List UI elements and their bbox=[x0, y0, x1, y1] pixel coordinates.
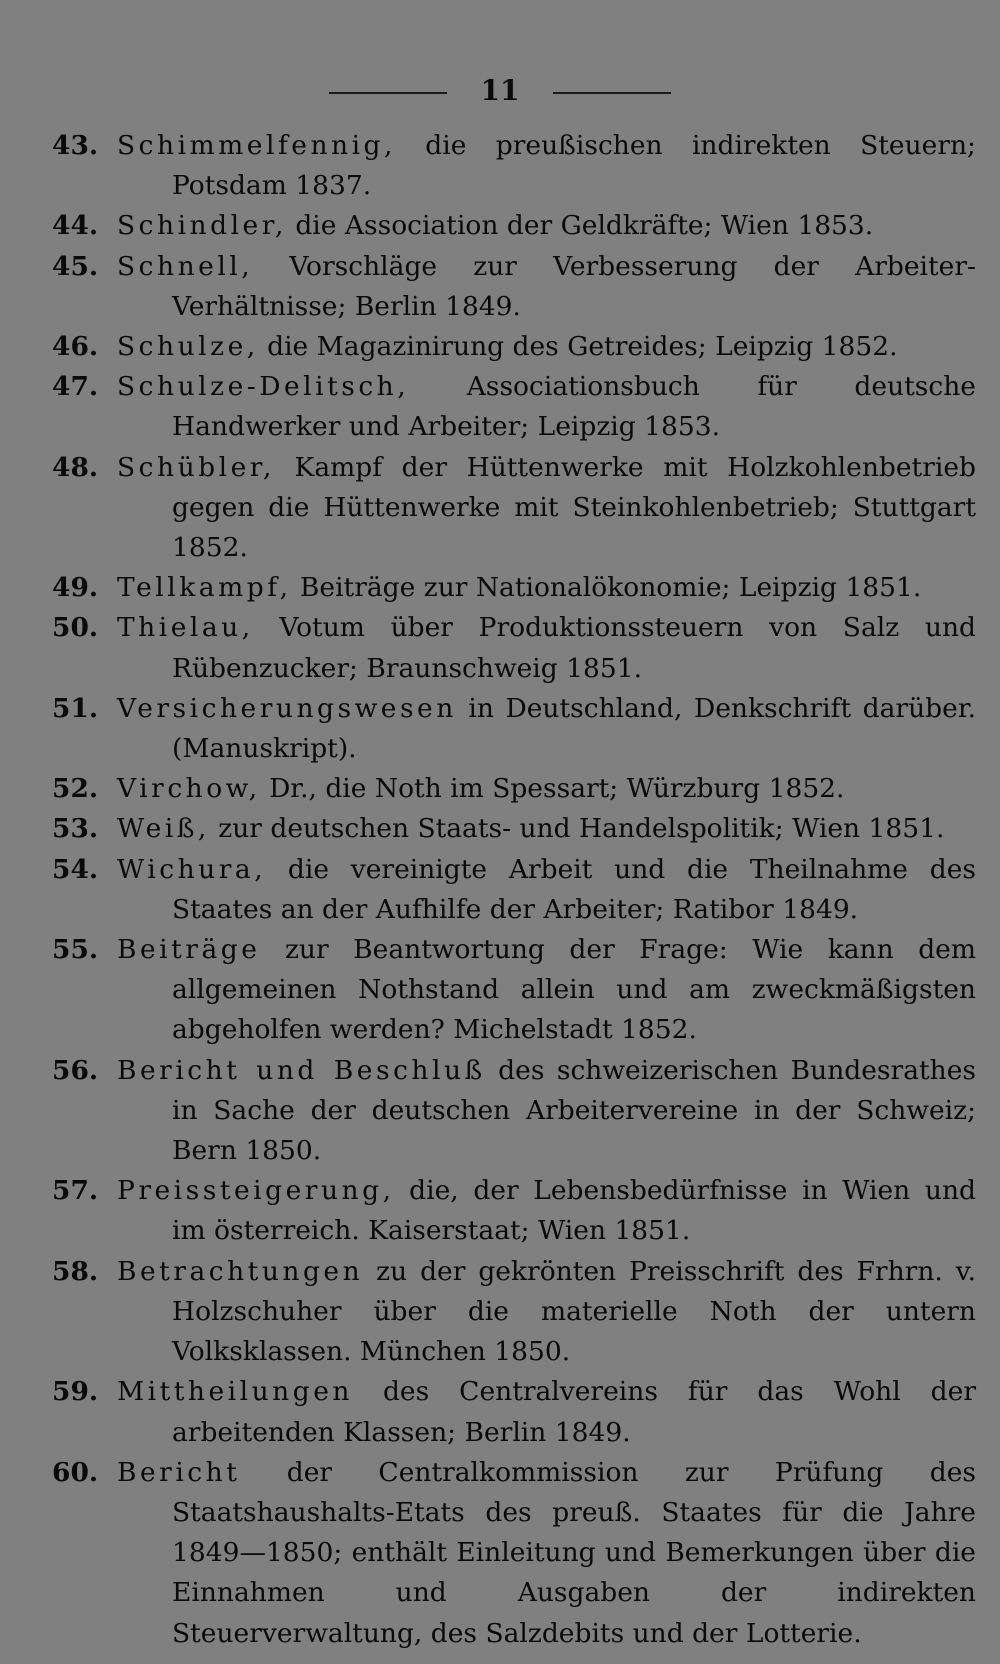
entry-number: 54. bbox=[52, 853, 99, 885]
entry-number: 58. bbox=[52, 1255, 99, 1287]
entry-author: Schulze-Delitsch, bbox=[117, 371, 410, 403]
entry-body: Kampf der Hüttenwerke mit Holzkohlenbetrieb gegen die Hüttenwerke mit Steinkohlenbetrieb; Stuttgart 1852. bbox=[172, 451, 976, 564]
entry-text bbox=[117, 930, 976, 1051]
bibliography-list bbox=[52, 126, 976, 1654]
entry-body: Vorschläge zur Verbesserung der Arbeiter-Verhältnisse; Berlin 1849. bbox=[172, 250, 976, 322]
entry-text bbox=[117, 1171, 976, 1251]
page-number: 11 bbox=[480, 73, 520, 107]
list-item bbox=[52, 809, 976, 849]
entry-author: Wichura, bbox=[117, 853, 267, 885]
entry-number: 53. bbox=[52, 813, 99, 845]
entry-number: 56. bbox=[52, 1054, 99, 1086]
list-item bbox=[52, 1252, 976, 1373]
entry-text bbox=[117, 608, 976, 688]
entry-text bbox=[117, 206, 976, 246]
entry-number: 59. bbox=[52, 1376, 99, 1408]
entry-body: der Centralkommission zur Prüfung des Staatshaushalts-Etats des preuß. Staates für die Jahre 1849—1850; enthält Einleitung und Bemerkungen über die Einnahmen und Ausgaben der indirekten Steuerverwaltung, des Salzdebits und der Lotterie. bbox=[172, 1456, 976, 1649]
entry-author: Weiß, bbox=[117, 813, 210, 845]
entry-text bbox=[117, 1372, 976, 1452]
list-item bbox=[52, 568, 976, 608]
list-item bbox=[52, 1051, 976, 1172]
entry-text bbox=[117, 247, 976, 327]
entry-number: 48. bbox=[52, 451, 99, 483]
entry-author: Betrachtungen bbox=[117, 1255, 364, 1287]
entry-text bbox=[117, 850, 976, 930]
entry-author: Bericht bbox=[117, 1456, 241, 1488]
entry-author: Mittheilungen bbox=[117, 1376, 353, 1408]
entry-author: Schimmelfennig, bbox=[117, 130, 396, 161]
entry-text bbox=[117, 689, 976, 769]
entry-body: Beiträge zur Nationalökonomie; Leipzig 1851. bbox=[291, 572, 922, 604]
entry-text bbox=[117, 568, 976, 608]
entry-number: 45. bbox=[52, 250, 99, 282]
entry-number: 46. bbox=[52, 331, 99, 363]
entry-number: 49. bbox=[52, 572, 99, 604]
list-item bbox=[52, 1171, 976, 1251]
entry-author: Schübler, bbox=[117, 451, 275, 483]
list-item bbox=[52, 206, 976, 246]
header-rule-left bbox=[329, 92, 447, 94]
entry-body: Associationsbuch für deutsche Handwerker und Arbeiter; Leipzig 1853. bbox=[172, 371, 976, 443]
entry-body: die, der Lebensbedürfnisse in Wien und im österreich. Kaiserstaat; Wien 1851. bbox=[172, 1175, 976, 1247]
entry-body: des Centralvereins für das Wohl der arbeitenden Klassen; Berlin 1849. bbox=[172, 1376, 976, 1448]
list-item bbox=[52, 769, 976, 809]
entry-author: Tellkampf, bbox=[117, 572, 292, 604]
entry-body: des schweizerischen Bundesrathes in Sache der deutschen Arbeitervereine in der Schweiz; Bern 1850. bbox=[172, 1054, 976, 1167]
entry-body: zu der gekrönten Preisschrift des Frhrn. v. Holzschuher über die materielle Noth der untern Volksklassen. München 1850. bbox=[172, 1255, 976, 1368]
entry-author: Versicherungswesen bbox=[117, 692, 457, 724]
entry-number: 60. bbox=[52, 1456, 99, 1488]
entry-body: in Deutschland, Denkschrift darüber. (Manuskript). bbox=[172, 692, 976, 765]
entry-text bbox=[117, 1051, 976, 1172]
entry-number: 44. bbox=[52, 210, 99, 242]
entry-author: Schnell, bbox=[117, 250, 254, 282]
list-item bbox=[52, 1453, 976, 1654]
entry-author: Virchow, bbox=[117, 773, 261, 805]
entry-author: Schulze, bbox=[117, 331, 259, 363]
entry-body: zur deutschen Staats- und Handelspolitik; Wien 1851. bbox=[209, 813, 945, 845]
list-item bbox=[52, 608, 976, 688]
entry-number: 47. bbox=[52, 371, 99, 403]
list-item bbox=[52, 367, 976, 447]
entry-number: 55. bbox=[52, 934, 99, 966]
entry-body: die Association der Geldkräfte; Wien 1853. bbox=[286, 210, 874, 242]
page-header bbox=[0, 70, 1000, 110]
entry-body: die vereinigte Arbeit und die Theilnahme des Staates an der Aufhilfe der Arbeiter; Ratibor 1849. bbox=[172, 853, 976, 925]
entry-author: Preissteigerung, bbox=[117, 1175, 395, 1207]
list-item bbox=[52, 126, 976, 206]
entry-text bbox=[117, 809, 976, 849]
list-item bbox=[52, 689, 976, 769]
entry-text bbox=[117, 367, 976, 447]
entry-text bbox=[117, 1453, 976, 1654]
list-item bbox=[52, 930, 976, 1051]
entry-body: zur Beantwortung der Frage: Wie kann dem allgemeinen Nothstand allein und am zweckmäßigsten abgeholfen werden? Michelstadt 1852. bbox=[172, 934, 976, 1046]
entry-number: 52. bbox=[52, 773, 99, 805]
entry-number: 50. bbox=[52, 612, 99, 644]
entry-text bbox=[117, 126, 976, 206]
entry-text bbox=[117, 327, 976, 367]
entry-text bbox=[117, 769, 976, 809]
list-item bbox=[52, 327, 976, 367]
list-item bbox=[52, 1372, 976, 1452]
header-rule-right bbox=[553, 92, 671, 94]
entry-author: Schindler, bbox=[117, 210, 287, 242]
entry-body: Dr., die Noth im Spessart; Würzburg 1852. bbox=[260, 773, 845, 805]
list-item bbox=[52, 247, 976, 327]
entry-author: Bericht und Beschluß bbox=[117, 1054, 486, 1086]
entry-author: Beiträge bbox=[117, 934, 261, 966]
list-item bbox=[52, 850, 976, 930]
entry-text bbox=[117, 1252, 976, 1373]
entry-body: die preußischen indirekten Steuern; Potsdam 1837. bbox=[172, 130, 976, 202]
entry-body: die Magazinirung des Getreides; Leipzig 1852. bbox=[258, 331, 898, 363]
entry-text bbox=[117, 448, 976, 569]
entry-number: 43. bbox=[52, 130, 99, 161]
list-item bbox=[52, 448, 976, 569]
entry-author: Thielau, bbox=[117, 612, 254, 644]
entry-body: Votum über Produktionssteuern von Salz und Rübenzucker; Braunschweig 1851. bbox=[172, 612, 976, 684]
entry-number: 57. bbox=[52, 1175, 99, 1207]
entry-number: 51. bbox=[52, 692, 99, 724]
